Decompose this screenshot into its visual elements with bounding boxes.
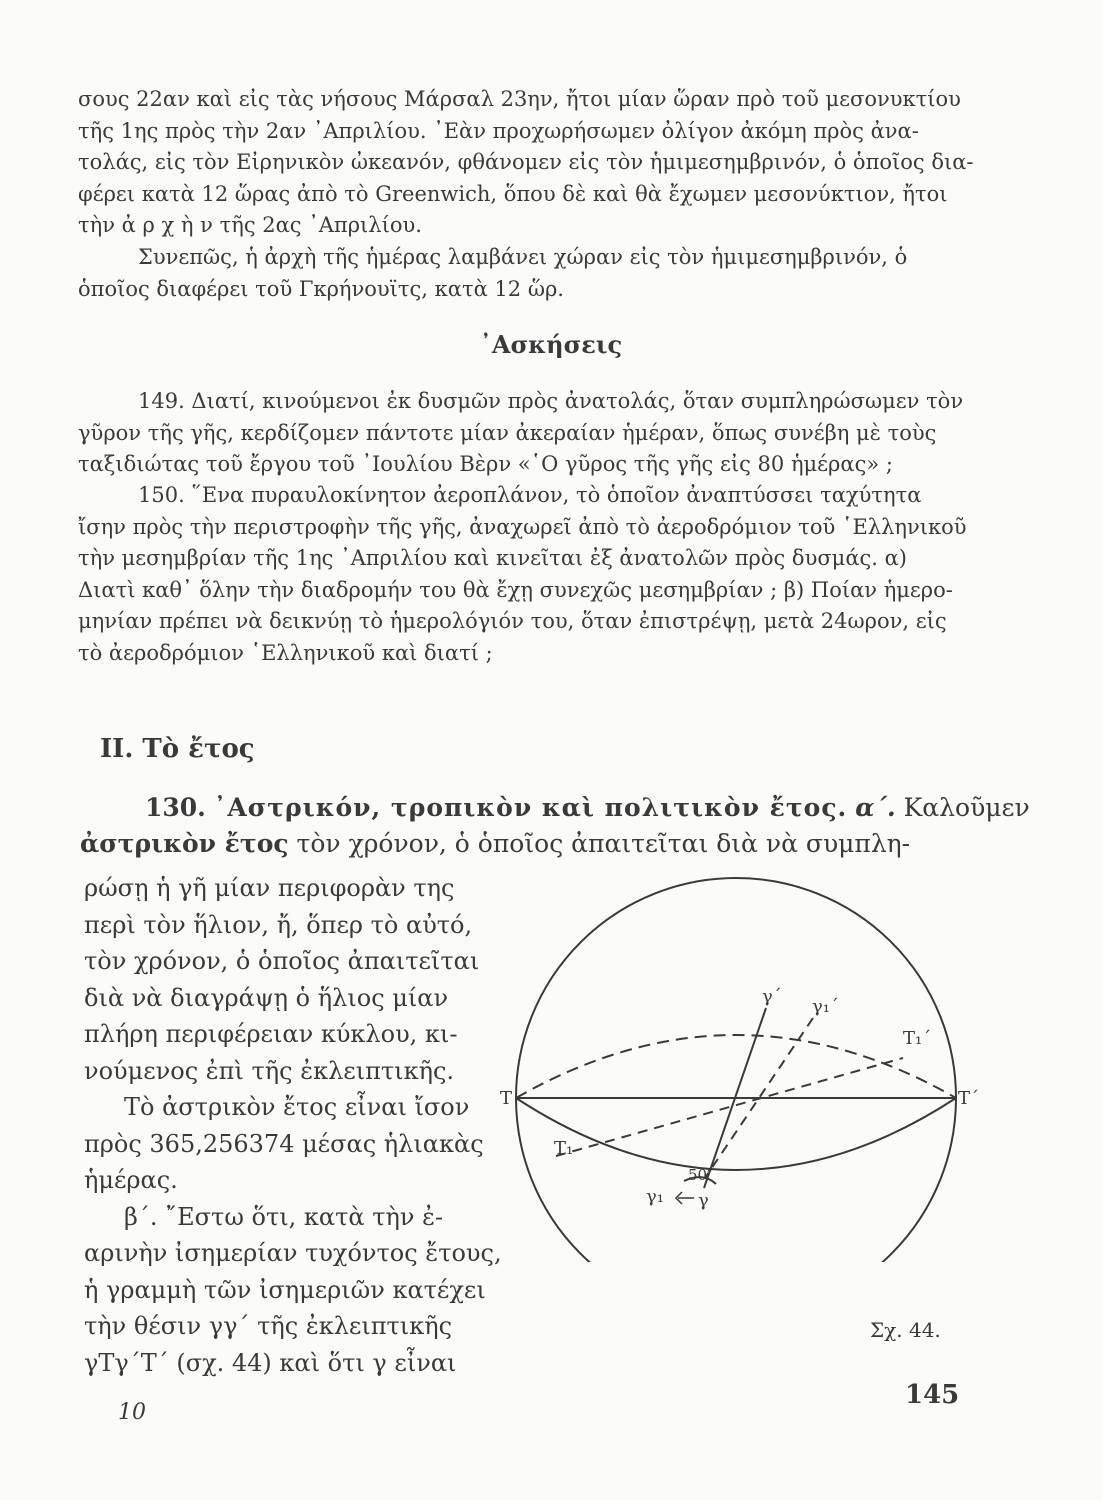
text-line: τῆς 1ης πρὸς τὴν 2αν ᾿Απριλίου. ᾿Εὰν προχωρήσωμεν ὀλίγον ἀκόμη πρὸς ἀνα- (78, 118, 919, 143)
label-gamma-prime: γ΄ (762, 986, 782, 1007)
conclusion-paragraph (78, 242, 948, 305)
text-line: ὁποῖος διαφέρει τοῦ Γκρήνουϊτς, κατὰ 12 ὥρ. (78, 276, 564, 301)
text-fragment: τὸν χρόνον, ὁ ὁποῖος ἀπαιτεῖται διὰ νὰ συμπλη- (296, 829, 911, 858)
text-fragment: Καλοῦμεν (903, 793, 1030, 822)
text-line: Συνεπῶς, ἡ ἀρχὴ τῆς ἡμέρας λαμβάνει χώραν εἰς τὸν ἡμιμεσημβρινόν, ὁ (138, 245, 908, 269)
exercise-150 (78, 480, 967, 669)
text-line: πλήρη περιφέρειαν κύκλου, κι- (84, 1020, 458, 1048)
text-line: τολάς, εἰς τὸν Εἰρηνικὸν ὠκεανόν, φθάνομεν εἰς τὸν ἡμιμεσημβρινόν, ὁ ὁποῖος δια- (78, 150, 974, 174)
label-gamma: γ (698, 1190, 709, 1211)
text-line: πρὸς 365,256374 μέσας ἡλιακὰς (84, 1129, 484, 1158)
section-title: ΙΙ. Τὸ ἔτος (100, 734, 255, 764)
text-line: γῦρον τῆς γῆς, κερδίζομεν πάντοτε μίαν ἀκεραίαν ἡμέραν, ὅπως συνέβη μὲ τοὺς (78, 420, 937, 445)
text-line: 149. Διατί, κινούμενοι ἐκ δυσμῶν πρὸς ἀνατολάς, ὅταν συμπληρώσωμεν τὸν (138, 389, 964, 413)
text-line: μηνίαν πρέπει νὰ δεικνύῃ τὸ ἡμερολόγιόν του, ὅταν ἐπιστρέψῃ, μετὰ 24ωρον, εἰς (78, 609, 947, 633)
text-line: Διατὶ καθ᾿ ὅλην τὴν διαδρομήν του θὰ ἔχῃ συνεχῶς μεσημβρίαν ; β) Ποίαν ἡμερο- (78, 577, 953, 602)
text-line: ρώσῃ ἡ γῆ μίαν περιφορὰν της (84, 874, 455, 902)
section-bold-title: ᾿Αστρικόν, τροπικὸν καὶ πολιτικὸν ἔτος. (213, 793, 848, 822)
term-bold: ἀστρικὸν ἔτος (80, 829, 289, 858)
text-line: τὸ ἀεροδρόμιον ῾Ελληνικοῦ καὶ διατί ; (78, 640, 493, 665)
dashed-diagonal-line (556, 1058, 903, 1156)
celestial-sphere-circle (516, 878, 956, 1262)
subpoint-label: α΄. (855, 793, 896, 822)
label-gamma1: γ₁ (646, 1186, 664, 1207)
exercise-149 (78, 386, 964, 481)
label-t-right: Τ΄ (958, 1088, 980, 1109)
intro-paragraph (78, 84, 974, 242)
text-line: 150. ῞Ενα πυραυλοκίνητον ἀεροπλάνον, τὸ ὁποῖον ἀναπτύσσει ταχύτητα (138, 483, 922, 507)
signature-mark: 10 (118, 1400, 146, 1425)
text-line: ἡ γραμμὴ τῶν ἰσημεριῶν κατέχει (84, 1275, 486, 1304)
text-line: τὸν χρόνον, ὁ ὁποῖος ἀπαιτεῖται (84, 947, 480, 975)
label-t1-prime: Τ₁΄ (903, 1028, 932, 1049)
text-line: τὴν ἀ ρ χ ὴ ν τῆς 2ας ᾿Απριλίου. (78, 213, 422, 237)
text-line: ἡμέρας. (84, 1166, 178, 1194)
section-number: 130. (145, 793, 206, 822)
text-line: γΤγ΄Τ΄ (σχ. 44) καὶ ὅτι γ εἶναι (84, 1348, 457, 1377)
ecliptic-front-arc (516, 1098, 956, 1170)
text-line: ταξιδιώτας τοῦ ἔργου τοῦ ᾿Ιουλίου Βὲρν «῾Ο γῦρος τῆς γῆς εἰς 80 ἡμέρας» ; (78, 452, 893, 476)
text-line: περὶ τὸν ἥλιον, ἤ, ὅπερ τὸ αὐτό, (84, 910, 473, 939)
label-angle: 50″ (688, 1166, 713, 1184)
text-line: β΄. ῎Εστω ὅτι, κατὰ τὴν ἐ- (124, 1202, 444, 1231)
page-number: 145 (905, 1380, 960, 1410)
figure-caption: Σχ. 44. (870, 1318, 941, 1342)
left-text-column (84, 870, 504, 1381)
ecliptic-figure (498, 872, 988, 1262)
text-line: τὴν θέσιν γγ΄ τῆς ἐκλειπτικῆς (84, 1312, 453, 1340)
text-line: διὰ νὰ διαγράψῃ ὁ ἥλιος μίαν (84, 983, 449, 1012)
text-line: ἴσην πρὸς τὴν περιστροφὴν τῆς γῆς, ἀναχωρεῖ ἀπὸ τὸ ἀεροδρόμιον τοῦ ῾Ελληνικοῦ (78, 514, 967, 539)
text-line: φέρει κατὰ 12 ὥρας ἀπὸ τὸ Greenwich, ὅπου δὲ καὶ θὰ ἔχωμεν μεσονύκτιον, ἤτοι (78, 181, 948, 206)
exercises-heading: ᾿Ασκήσεις (479, 330, 623, 359)
text-line: αρινὴν ἰσημερίαν τυχόντος ἔτους, (84, 1239, 502, 1267)
ecliptic-back-arc (516, 1035, 956, 1098)
text-line: σους 22αν καὶ εἰς τὰς νήσους Μάρσαλ 23ην, ἤτοι μίαν ὥραν πρὸ τοῦ μεσονυκτίου (78, 87, 961, 111)
text-line: τὴν μεσημβρίαν τῆς 1ης ᾿Απριλίου καὶ κινεῖται ἐξ ἀνατολῶν πρὸς δυσμάς. α) (78, 546, 907, 570)
section-130-heading (80, 790, 1030, 862)
label-t1: Τ₁ (554, 1138, 574, 1159)
text-line: Τὸ ἀστρικὸν ἔτος εἶναι ἴσον (124, 1093, 470, 1121)
text-line: νούμενος ἐπὶ τῆς ἐκλειπτικῆς. (84, 1056, 455, 1085)
label-gamma1-prime: γ₁΄ (812, 996, 839, 1017)
label-t-left: Τ (500, 1088, 513, 1109)
